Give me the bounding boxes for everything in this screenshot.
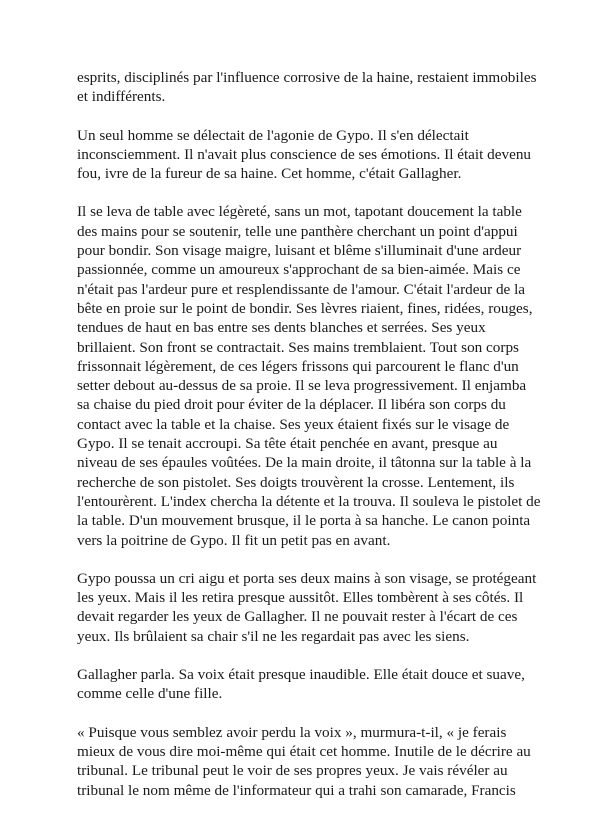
paragraph-5 xyxy=(77,665,547,704)
text-line: inconsciemment. Il n'avait plus conscience de ses émotions. Il était devenu xyxy=(77,145,532,163)
text-line: et indifférents. xyxy=(77,88,166,106)
text-line: bête en proie sur le point de bondir. Ses lèvres riaient, fines, ridées, rouges, xyxy=(77,299,533,317)
text-line: niveau de ses épaules voûtées. De la main droite, il tâtonna sur la table à la xyxy=(77,454,532,472)
text-line: fou, ivre de la fureur de sa haine. Cet homme, c'était Gallagher. xyxy=(77,165,462,183)
text-line: comme celle d'une fille. xyxy=(77,685,223,703)
text-line: esprits, disciplinés par l'influence corrosive de la haine, restaient immobiles xyxy=(77,69,537,86)
text-line: des mains pour se soutenir, telle une panthère cherchant un point d'appui xyxy=(77,222,518,240)
paragraph-6 xyxy=(77,723,547,800)
text-line: les yeux. Mais il les retira presque aussitôt. Elles tombèrent à ses côtés. Il xyxy=(77,589,524,607)
paragraph-1 xyxy=(77,68,547,107)
text-line: « Puisque vous semblez avoir perdu la voix », murmura-t-il, « je ferais xyxy=(77,723,507,741)
text-line: Gypo poussa un cri aigu et porta ses deux mains à son visage, se protégeant xyxy=(77,569,537,587)
text-line: setter debout au-dessus de sa proie. Il se leva progressivement. Il enjamba xyxy=(77,377,527,395)
paragraph-4 xyxy=(77,569,547,646)
text-line: contact avec la table et la chaise. Ses yeux étaient fixés sur le visage de xyxy=(77,415,510,433)
text-line: la table. D'un mouvement brusque, il le porta à sa hanche. Le canon pointa xyxy=(77,512,531,530)
text-line: n'était pas l'ardeur pure et resplendissante de l'amour. C'était l'ardeur de la xyxy=(77,280,526,298)
text-line: brillaient. Son front se contractait. Ses mains tremblaient. Tout son corps xyxy=(77,338,519,356)
text-line: pour bondir. Son visage maigre, luisant et blême s'illuminait d'une ardeur xyxy=(77,242,522,260)
text-line: tendues de haut en bas entre ses dents blanches et serrées. Ses yeux xyxy=(77,319,486,337)
paragraph-2 xyxy=(77,126,547,184)
text-line: l'entourèrent. L'index chercha la détente et la trouva. Il souleva le pistolet de xyxy=(77,492,541,510)
paragraph-3 xyxy=(77,202,547,549)
text-line: frissonnait légèrement, de ces légers frissons qui parcourent le flanc d'un xyxy=(77,357,519,375)
text-line: Il se leva de table avec légèreté, sans un mot, tapotant doucement la table xyxy=(77,203,522,221)
text-line: mieux de vous dire moi-même qui était cet homme. Inutile de le décrire au xyxy=(77,742,531,760)
document-page xyxy=(77,68,547,819)
text-line: yeux. Ils brûlaient sa chair s'il ne les regardait pas avec les siens. xyxy=(77,627,470,645)
text-line: Un seul homme se délectait de l'agonie de Gypo. Il s'en délectait xyxy=(77,126,469,144)
text-line: vers la poitrine de Gypo. Il fit un petit pas en avant. xyxy=(77,531,391,549)
text-line: recherche de son pistolet. Ses doigts trouvèrent la crosse. Lentement, ils xyxy=(77,473,515,491)
text-line: Gallagher parla. Sa voix était presque inaudible. Elle était douce et suave, xyxy=(77,666,525,684)
text-line: Gypo. Il se tenait accroupi. Sa tête était penchée en avant, presque au xyxy=(77,435,498,453)
text-line: devait regarder les yeux de Gallagher. Il ne pouvait rester à l'écart de ces xyxy=(77,608,518,626)
text-line: sa chaise du pied droit pour éviter de la déplacer. Il libéra son corps du xyxy=(77,396,506,414)
text-line: passionnée, comme un amoureux s'approchant de sa bien-aimée. Mais ce xyxy=(77,261,521,279)
text-line: tribunal le nom même de l'informateur qui a trahi son camarade, Francis xyxy=(77,781,516,799)
text-line: tribunal. Le tribunal peut le voir de ses propres yeux. Je vais révéler au xyxy=(77,762,508,780)
